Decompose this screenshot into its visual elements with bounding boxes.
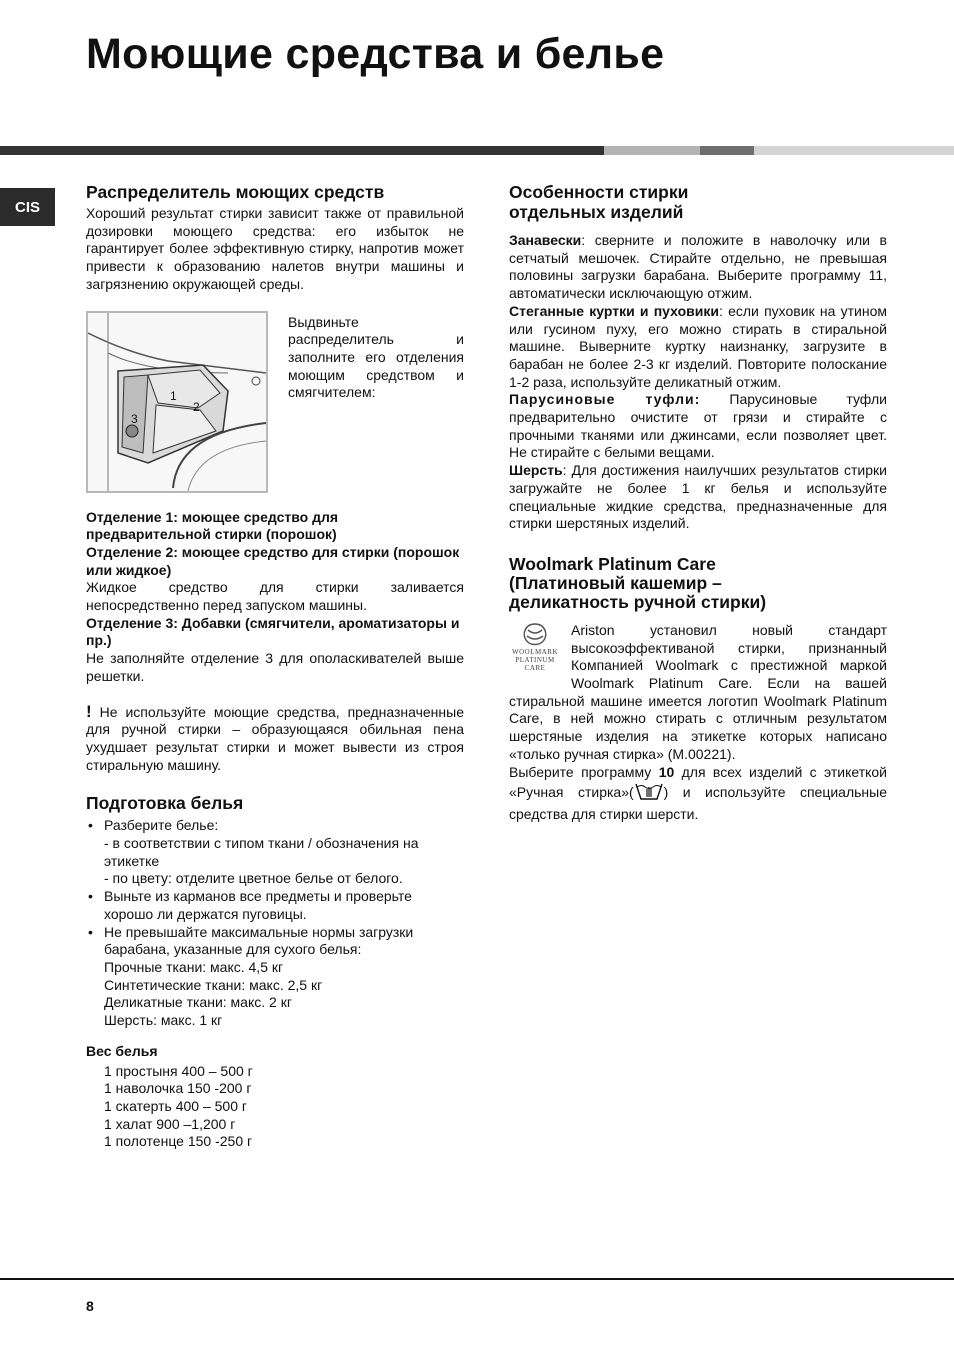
dispenser-heading: Распределитель моющих средств	[86, 182, 385, 202]
rule-segment-lightest	[754, 146, 954, 155]
weight-heading: Вес белья	[86, 1042, 158, 1059]
dispenser-figure-block	[86, 311, 464, 495]
woolmark-logo	[505, 622, 565, 682]
weight-item: 1 скатерть 400 – 500 г	[104, 1097, 247, 1114]
weight-list	[104, 1063, 464, 1152]
rule-segment-light	[604, 146, 700, 155]
compartment-2-title: Отделение 2: моющее средство для стирки (порошок или жидкое)	[86, 543, 460, 578]
left-column	[86, 182, 464, 1151]
weight-item: 1 наволочка 150 -200 г	[104, 1080, 252, 1097]
rule-segment-dark	[0, 146, 604, 155]
page-title: Моющие средства и белье	[86, 30, 665, 78]
woolmark-section	[509, 622, 887, 824]
laundry-prep-heading: Подготовка белья	[86, 793, 244, 814]
laundry-prep-list	[86, 817, 464, 1029]
woolmark-heading: Woolmark Platinum Care (Платиновый кашемир – деликатность ручной стирки)	[509, 553, 767, 612]
warning-icon: !	[86, 701, 92, 721]
dispenser-intro: Хороший результат стирки зависит также от правильной дозировки моющего средства: его избыток не гарантирует более эффективную стирку, напротив может привести к образованию налетов внутри машины и загрязнению окружающей среды.	[86, 205, 464, 292]
woolmark-logo-line2: PLATINUM	[515, 655, 555, 664]
weight-item: 1 простыня 400 – 500 г	[104, 1062, 253, 1079]
detergent-warning	[86, 703, 464, 775]
compartment-2-text: Жидкое средство для стирки заливается непосредственно перед запуском машины.	[86, 579, 464, 614]
figure-label-2: 2	[193, 399, 200, 414]
figure-label-3: 3	[131, 411, 138, 426]
compartment-3-title: Отделение 3: Добавки (смягчители, ароматизаторы и пр.)	[86, 614, 460, 649]
hand-wash-icon	[634, 781, 664, 806]
woolmark-program-text: Выберите программу 10 для всех изделий с этикеткой «Ручная стирка»( ) и используйте специальные средства для стирки шерсти.	[509, 763, 887, 822]
woolmark-ball-icon	[520, 622, 550, 648]
woolmark-text: Ariston установил новый стандарт высокоэффективаной стирки, признанный Компанией Woolmark с престижной маркой Woolmark Platinum Care. Если на вашей стиральной машине имеется логотип Woolmark Platinum Care, в ней можно стирать с отличным результатом шерстяные изделия на этикетке которых написано «только ручная стирка» (M.00221).	[509, 621, 887, 762]
weight-item: 1 халат 900 –1,200 г	[104, 1115, 236, 1132]
wool-paragraph: Шерсть: Для достижения наилучших результатов стирки загружайте не более 1 кг белья и используйте специальные жидкие средства, предназначенные для стирки шерстяных изделий.	[509, 462, 887, 532]
footer-rule	[0, 1278, 954, 1280]
language-tab: CIS	[0, 188, 55, 226]
curtains-paragraph: Занавески: сверните и положите в наволочку или в сетчатый мешочек. Стирайте отдельно, не превышая половины загрузки барабана. Выберите программу 11, автоматически исключающую отжим.	[509, 232, 887, 302]
list-item: • Разберите белье: - в соответствии с типом ткани / обозначения на этикетке - по цвету: отделите цветное белье от белого.	[86, 817, 464, 888]
shoes-paragraph: Парусиновые туфли: Парусиновые туфли предварительно очистите от грязи и стирайте с прочными тканями или джинсами, если позволяет цвет. Не стирайте с белыми вещами.	[509, 391, 887, 461]
figure-label-1: 1	[170, 388, 177, 403]
warning-text: Не используйте моющие средства, предназначенные для ручной стирки – образующаяся обильная пена ухудшает результат стирки и может вывести из строя стиральную машину.	[86, 703, 464, 773]
rule-segment-mid	[700, 146, 754, 155]
compartment-1-title: Отделение 1: моющее средство для предварительной стирки (порошок)	[86, 508, 339, 543]
right-column	[509, 182, 887, 824]
list-item: • Выньте из карманов все предметы и проверьте хорошо ли держатся пуговицы.	[86, 888, 464, 923]
dispenser-drawer-icon	[88, 313, 266, 491]
page-number: 8	[86, 1298, 94, 1314]
weight-item: 1 полотенце 150 -250 г	[104, 1133, 253, 1150]
jackets-paragraph: Стеганные куртки и пуховики: если пуховик на утином или гусином пуху, его можно стирать в стиральной машине. Выверните куртку наизнанку, загрузите в барабан не более 2-3 кг изделий. Повторите полоскание 1-2 раза, используйте деликатный отжим.	[509, 302, 887, 390]
woolmark-logo-line1: WOOLMARK	[512, 647, 558, 656]
dispenser-illustration	[86, 311, 268, 493]
special-items-heading: Особенности стирки отдельных изделий	[509, 182, 689, 222]
figure-caption: Выдвиньте распределитель и заполните его отделения моющим средством и смягчителем:	[288, 313, 464, 401]
list-item: • Не превышайте максимальные нормы загрузки барабана, указанные для сухого белья: Прочные ткани: макс. 4,5 кг Синтетические ткани: макс. 2,5 кг Деликатные ткани: макс. 2 кг Шерсть: макс. 1 кг	[86, 924, 464, 1030]
woolmark-logo-line3: CARE	[524, 663, 546, 672]
header-rule-bar	[0, 146, 954, 155]
compartment-3-text: Не заполняйте отделение 3 для ополаскивателей выше решетки.	[86, 650, 464, 684]
